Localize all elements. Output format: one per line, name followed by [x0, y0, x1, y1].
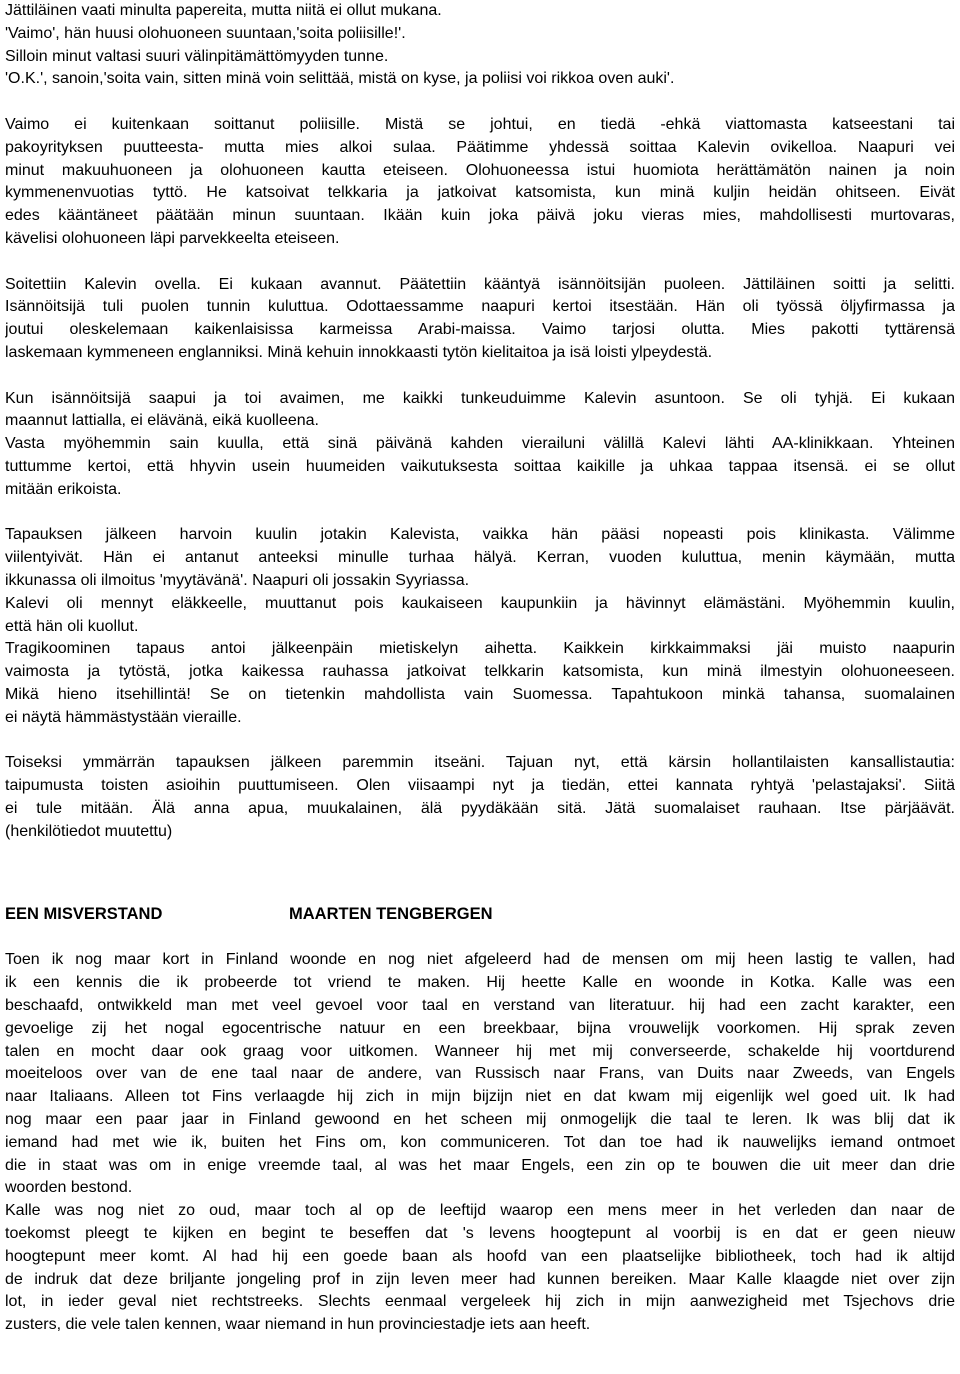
text-line: Kalle was nog niet zo oud, maar toch al op de leeftijd waarop een mens meer in het verleden dan naar de: [5, 1202, 955, 1220]
text-line: pakoyrityksen puutteesta- mutta mies alkoi sulaa. Päätimme yhdessä soittaa Kalevin ovikelloa. Naapuri vei: [5, 138, 955, 156]
text-line: (henkilötiedot muutettu): [5, 822, 173, 840]
text-line: gevoelige zij het nogal egocentrische natuur en een breekbaar, bijna vrouwelijk voorkomen. Hij sprak zeven: [5, 1019, 955, 1037]
text-line: Kun isännöitsijä saapui ja toi avaimen, me kaikki tunkeuduimme Kalevin asuntoon. Se oli tyhjä. Ei kukaan: [5, 389, 955, 407]
text-line: Mikä hieno itsehillintä! Se on tietenkin mahdollista vain Suomessa. Tapahtukoon minkä tahansa, suomalainen: [5, 685, 955, 703]
text-line: Vasta myöhemmin sain kuulla, että sinä päivänä kahden vierailuni välillä Kalevi lähti AA-klinikkaan. Yhteinen: [5, 435, 955, 453]
text-line: kymmenenvuotias tyttö. He katsoivat telkkaria ja jatkoivat katsomista, kun minä kuljin heidän ohitseen. Eivät: [5, 184, 955, 202]
text-line: lot, in ieder geval niet rechtstreeks. Slechts eenmaal vergeleek hij zich in mijn aanwezigheid met Tsjechovs drie: [5, 1293, 955, 1311]
text-line: Toen ik nog maar kort in Finland woonde en nog niet afgeleerd had de mensen om mij heen lastig te vallen, had: [5, 951, 955, 969]
text-line: Tragikoominen tapaus antoi jälkeenpäin mietiskelyn aihetta. Kaikkein kirkkaimmaksi jäi muisto naapurin: [5, 640, 955, 658]
text-line: laskemaan kymmeneen englanniksi. Minä kehuin innokkaasti tytön kielitaitoa ja isä loisti ylpeydestä.: [5, 343, 713, 361]
text-line: Jättiläinen vaati minulta papereita, mutta niitä ei ollut mukana.: [5, 2, 442, 19]
section-gap: [5, 843, 955, 903]
text-line: beschaafd, ontwikkeld man met veel gevoel voor taal en verstand van literatuur. hij had een zacht karakter, een: [5, 997, 955, 1015]
text-line: naar Italiaans. Alleen tot Fins verlaagde hij zich in mijn bijzijn niet en dat kwam mij eigenlijk wel goed uit. Ik had: [5, 1088, 955, 1106]
text-line: talen en mocht daar ook graag voor uitkomen. Wanneer hij met mij converseerde, schakelde hij voortdurend: [5, 1042, 955, 1060]
text-line: 'Vaimo', hän huusi olohuoneen suuntaan,'soita poliisille!'.: [5, 24, 406, 42]
text-line: hoogtepunt meer komt. Al had hij een goede baan als hoofd van een plaatselijke bibliotheek, toch had ik altijd: [5, 1247, 955, 1265]
text-line: Vaimo ei kuitenkaan soittanut poliisille. Mistä se johtui, en tiedä -ehkä viattomasta katseestani tai: [5, 115, 955, 133]
text-line: mitään erikoista.: [5, 480, 122, 498]
paragraph-gap: [5, 365, 955, 388]
finnish-paragraph-4: [5, 388, 955, 502]
text-line: Tapauksen jälkeen harvoin kuulin jotakin Kalevista, vaikka hän pääsi nopeasti pois klinikasta. Välimme: [5, 526, 955, 544]
paragraph-gap: [5, 730, 955, 753]
text-line: joutui oleskelemaan kaikenlaisissa karmeissa Arabi-maissa. Vaimo tarjosi olutta. Mies pakotti tyttärensä: [5, 321, 955, 339]
text-line: zusters, die vele talen kennen, waar niemand in hun provinciestadje iets aan heeft.: [5, 1316, 591, 1334]
text-line: Silloin minut valtasi suuri välinpitämättömyyden tunne.: [5, 47, 389, 65]
text-line: Soitettiin Kalevin ovella. Ei kukaan avannut. Päätettiin kääntyä isännöitsijän puoleen. Jättiläinen soitti ja selitti.: [5, 275, 955, 293]
article-author: MAARTEN TENGBERGEN: [289, 905, 493, 924]
text-line: moeiteloos over van de ene taal naar de andere, van Russisch naar Frans, van Duits naar Zweeds, van Engels: [5, 1065, 955, 1083]
text-line: ei näytä hämmästystään vieraille.: [5, 708, 242, 726]
text-line: ikkunassa oli ilmoitus 'myytävänä'. Naapuri oli jossakin Syyriassa.: [5, 571, 470, 589]
finnish-paragraph-1: [5, 0, 955, 91]
article-title: EEN MISVERSTAND: [5, 905, 163, 924]
text-line: Toiseksi ymmärrän tapauksen jälkeen paremmin itseäni. Tajuan nyt, että kärsin hollantilaisten kansallistautia:: [5, 754, 955, 772]
text-line: de indruk dat deze briljante jongeling prof in zijn leven meer had kunnen bereiken. Maar Kalle klaagde niet over zijn: [5, 1270, 955, 1288]
text-line: maannut lattialla, ei elävänä, eikä kuolleena.: [5, 412, 319, 430]
text-line: toekomst pleegt te kijken en begint te beseffen dat 's levens hoogtepunt al voorbij is en dat er geen nieuw: [5, 1225, 955, 1243]
finnish-paragraph-6: [5, 752, 955, 843]
paragraph-gap: [5, 251, 955, 274]
text-line: tuttumme kertoi, että hhyvin usein huumeiden vaikutuksesta soittaa kaikille ja uhkaa tappaa itsensä. ei se ollut: [5, 457, 955, 475]
text-line: minut makuuhuoneen ja olohuoneen kautta eteiseen. Olohuoneessa istui huomiota herättämätön nainen ja noin: [5, 161, 955, 179]
text-line: että hän oli kuollut.: [5, 617, 139, 635]
text-line: taipumusta toisten asioihin puuttumiseen. Olen viisaampi nyt ja tiedän, ettei kannata ryhtyä 'pelastajaksi'. Siitä: [5, 777, 955, 795]
text-line: nog maar een paar jaar in Finland gewoond en het scheen mij onmogelijk die taal te leren. Ik was blij dat ik: [5, 1111, 955, 1129]
text-line: edes kääntäneet päätään minun suuntaan. Ikään kuin joka päivä joku vieras mies, mahdollisesti murtovaras,: [5, 207, 955, 225]
text-line: Kalevi oli mennyt eläkkeelle, muuttanut pois kaukaiseen kaupunkiin ja hävinnyt elämästäni. Myöhemmin kuulin,: [5, 594, 955, 612]
text-line: iemand had met wie ik, buiten het Fins om, kon communiceren. Tot dan toe had ik nauwelijks iemand ontmoet: [5, 1133, 955, 1151]
text-line: vaimosta ja tytöstä, jotka kaikessa rauhassa jatkoivat telkkarin katsomista, kun minä ilmestyin olohuoneeseen.: [5, 663, 955, 681]
text-line: ei tule mitään. Älä anna apua, muukalainen, älä pyydäkään sitä. Jätä suomalaiset rauhaan. Itse pärjäävät.: [5, 799, 955, 817]
finnish-paragraph-2: [5, 114, 955, 251]
paragraph-gap: [5, 91, 955, 114]
text-line: kävelisi olohuoneen läpi parvekkeelta eteiseen.: [5, 229, 340, 247]
text-line: 'O.K.', sanoin,'soita vain, sitten minä voin selittää, mistä on kyse, ja poliisi voi rikkoa oven auki'.: [5, 70, 675, 88]
finnish-paragraph-3: [5, 274, 955, 365]
text-line: ik een kennis die ik probeerde tot vriend te maken. Hij heette Kalle en woonde in Kotka. Kalle was een: [5, 974, 955, 992]
article-header: [5, 903, 955, 927]
text-line: viilentyivät. Hän ei antanut anteeksi minulle turhaa hälyä. Kerran, vuoden kuluttua, menin käymään, mutta: [5, 549, 955, 567]
dutch-paragraph-1: [5, 949, 955, 1337]
paragraph-gap: [5, 502, 955, 525]
finnish-paragraph-5: [5, 524, 955, 729]
paragraph-gap: [5, 927, 955, 949]
text-line: woorden bestond.: [5, 1179, 133, 1197]
text-line: die in staat was om in enige vreemde taal, al was het maar Engels, een zin op te bouwen die uit meer dan drie: [5, 1156, 955, 1174]
text-line: Isännöitsijä tuli puolen tunnin kuluttua. Odottaessamme naapuri kertoi itsestään. Hän oli työssä öljyfirmassa ja: [5, 298, 955, 316]
